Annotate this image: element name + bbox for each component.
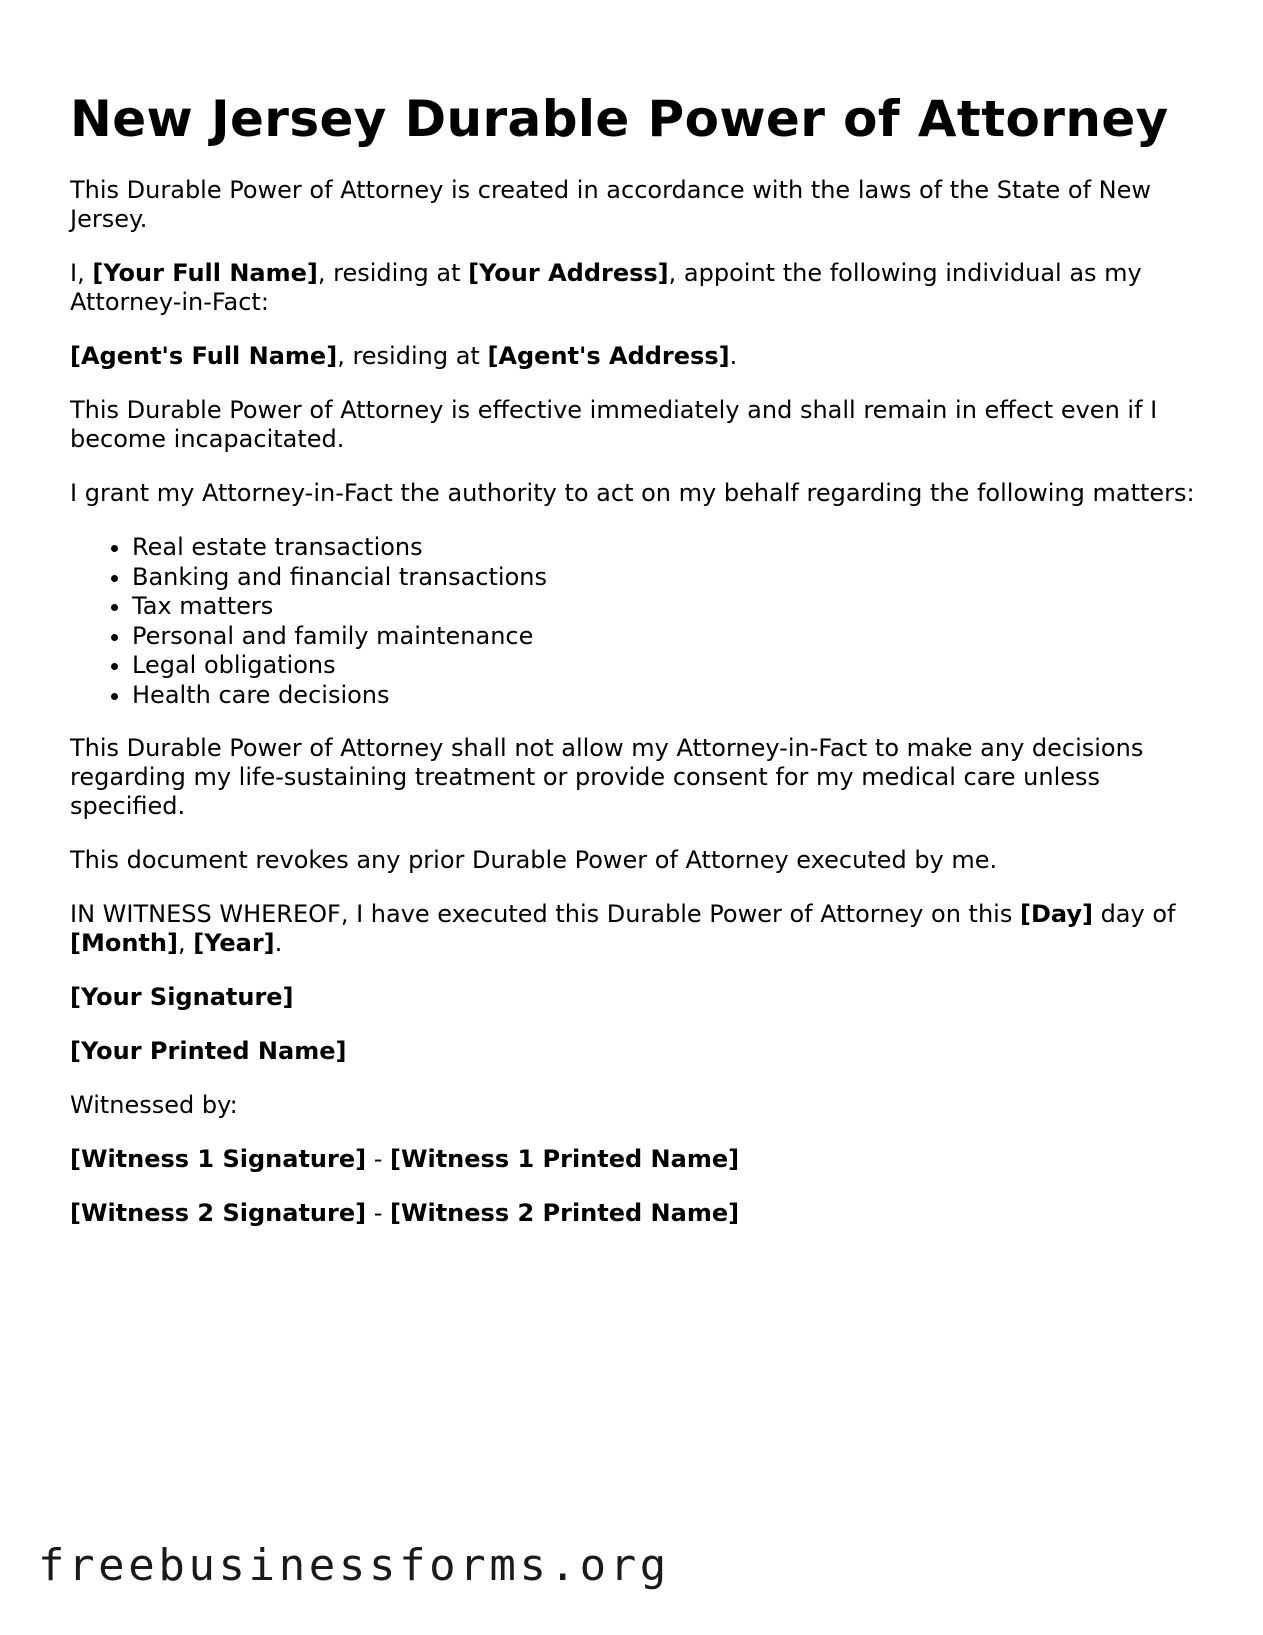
principal-address-placeholder: [Your Address] bbox=[468, 259, 669, 287]
principal-middle: , residing at bbox=[317, 259, 469, 287]
document-title: New Jersey Durable Power of Attorney bbox=[70, 90, 1169, 148]
agent-address-placeholder: [Agent's Address] bbox=[487, 342, 730, 370]
signature-line bbox=[70, 983, 1200, 1012]
witness-2-signature-placeholder: [Witness 2 Signature] bbox=[70, 1199, 367, 1227]
intro-paragraph: This Durable Power of Attorney is created in accordance with the laws of the State of New Jersey. bbox=[70, 176, 1152, 233]
witness-1-printed-name-placeholder: [Witness 1 Printed Name] bbox=[390, 1145, 740, 1173]
limitation-paragraph: This Durable Power of Attorney shall not allow my Attorney-in-Fact to make any decisions regarding my life-sustaining treatment or provide consent for my medical care unless specified. bbox=[70, 734, 1144, 820]
witness-clause-comma: , bbox=[177, 929, 194, 957]
principal-prefix: I, bbox=[70, 259, 93, 287]
witness-2-printed-name-placeholder: [Witness 2 Printed Name] bbox=[390, 1199, 740, 1227]
witness-2-line bbox=[70, 1199, 1200, 1228]
list-item: • Tax matters bbox=[132, 592, 1200, 622]
revocation-paragraph: This document revokes any prior Durable Power of Attorney executed by me. bbox=[70, 846, 998, 874]
principal-name-placeholder: [Your Full Name] bbox=[92, 259, 318, 287]
witness-1-line bbox=[70, 1145, 1200, 1174]
year-placeholder: [Year] bbox=[193, 929, 275, 957]
witness-clause-paragraph bbox=[70, 900, 1200, 958]
agent-middle: , residing at bbox=[337, 342, 488, 370]
agent-name-placeholder: [Agent's Full Name] bbox=[70, 342, 338, 370]
printed-name-line bbox=[70, 1037, 1200, 1066]
principal-paragraph bbox=[70, 259, 1200, 317]
witness-clause-middle: day of bbox=[1092, 900, 1176, 928]
witness-2-separator: - bbox=[366, 1199, 391, 1227]
printed-name-placeholder: [Your Printed Name] bbox=[70, 1037, 347, 1065]
effective-paragraph: This Durable Power of Attorney is effective immediately and shall remain in effect even if I become incapacitated. bbox=[70, 396, 1158, 453]
witness-1-separator: - bbox=[366, 1145, 391, 1173]
matters-list bbox=[70, 533, 1200, 710]
list-item: • Personal and family maintenance bbox=[132, 622, 1200, 652]
site-watermark: freebusinessforms.org bbox=[38, 1540, 670, 1591]
signature-placeholder: [Your Signature] bbox=[70, 983, 294, 1011]
month-placeholder: [Month] bbox=[70, 929, 178, 957]
witness-clause-prefix: IN WITNESS WHEREOF, I have executed this Durable Power of Attorney on this bbox=[70, 900, 1020, 928]
grant-paragraph: I grant my Attorney-in-Fact the authority to act on my behalf regarding the following matters: bbox=[70, 479, 1195, 507]
document-page bbox=[70, 86, 1200, 1253]
agent-suffix: . bbox=[729, 342, 738, 370]
agent-paragraph bbox=[70, 342, 1200, 371]
list-item: • Health care decisions bbox=[132, 681, 1200, 711]
list-item: • Banking and financial transactions bbox=[132, 563, 1200, 593]
list-item: • Legal obligations bbox=[132, 651, 1200, 681]
day-placeholder: [Day] bbox=[1019, 900, 1093, 928]
list-item: • Real estate transactions bbox=[132, 533, 1200, 563]
witness-clause-suffix: . bbox=[274, 929, 283, 957]
principal-suffix: , appoint the following individual as my Attorney-in-Fact: bbox=[70, 259, 1142, 316]
witness-1-signature-placeholder: [Witness 1 Signature] bbox=[70, 1145, 367, 1173]
witnessed-by-label: Witnessed by: bbox=[70, 1091, 238, 1119]
